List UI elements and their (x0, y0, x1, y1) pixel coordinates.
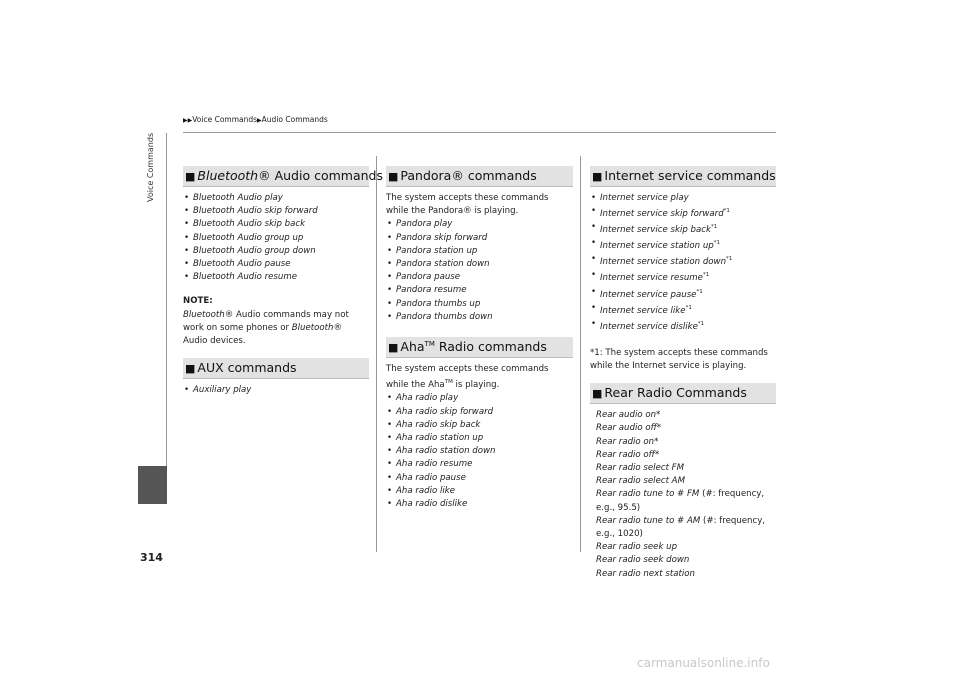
list-item: • Aha radio station down (386, 445, 573, 458)
list-item: • Pandora thumbs down (386, 311, 573, 324)
bluetooth-command-list (183, 192, 369, 284)
breadcrumb-arrow-icon: ▶▶ (183, 117, 193, 124)
section-heading-pandora: ■ Pandora® commands (386, 166, 573, 187)
page-number: 314 (140, 551, 163, 564)
list-item: • Internet service station $up^{*1}$ (590, 237, 776, 253)
square-bullet-icon: ■ (185, 362, 196, 376)
list-item: • Aha radio pause (386, 472, 573, 485)
pandora-command-list (386, 218, 573, 324)
section-heading-rear-radio: ■ Rear Radio Commands (590, 383, 776, 404)
list-item: • Pandora thumbs up (386, 298, 573, 311)
list-item: • Internet service like$^{*1}$ (590, 302, 776, 318)
list-item: • Internet service pause$^{*1}$ (590, 286, 776, 302)
list-item: • Aha radio skip back (386, 419, 573, 432)
list-item: • Bluetooth Audio play (183, 192, 369, 205)
list-item: • Auxiliary play (183, 384, 369, 397)
note-text: Bluetooth® Audio commands may not work on some phones or Bluetooth® Audio devices. (183, 309, 349, 347)
list-item: • Aha radio dislike (386, 498, 573, 511)
list-item: Rear audio on* (596, 410, 661, 421)
aux-command-list (183, 384, 369, 397)
list-item: Rear radio off* (596, 449, 660, 460)
section-heading-aha: ■ Aha™ Radio commands (386, 337, 573, 358)
list-item: Rear radio next station (596, 568, 695, 579)
square-bullet-icon: ■ (388, 341, 399, 355)
list-item: Rear radio tune to # FM (#: frequency, e.g., 95.5) (596, 489, 765, 513)
breadcrumb-arrow-icon: ▶ (257, 117, 262, 124)
list-item: • Bluetooth Audio pause (183, 258, 369, 271)
list-item: Rear radio seek up (596, 542, 678, 553)
list-item: • Aha radio skip forward (386, 406, 573, 419)
list-item: • Bluetooth Audio group down (183, 245, 369, 258)
breadcrumb-level1: Voice Commands (192, 115, 258, 124)
list-item: • Internet service skip back$^{*1}$ (590, 221, 776, 237)
square-bullet-icon: ■ (185, 170, 196, 183)
list-item: • Pandora skip forward (386, 232, 573, 245)
list-item: • Aha radio play (386, 392, 573, 405)
list-item: • Bluetooth Audio skip back (183, 218, 369, 231)
square-bullet-icon: ■ (592, 387, 603, 401)
rear-radio-command-list (590, 409, 776, 581)
side-section-label: Voice Commands (146, 133, 155, 203)
square-bullet-icon: ■ (388, 170, 399, 183)
column-left (183, 166, 383, 397)
list-item: • Internet service dislike$^{*1}$ (590, 318, 776, 334)
list-item: Rear radio select AM (596, 476, 685, 487)
list-item: • Aha radio station up (386, 432, 573, 445)
list-item: • Aha radio resume (386, 458, 573, 471)
list-item: • Internet service play (590, 192, 776, 205)
list-item: Rear audio off* (596, 423, 662, 434)
list-item: • Bluetooth Audio resume (183, 271, 369, 284)
side-tab-marker (138, 466, 167, 504)
list-item: • Pandora station down (386, 258, 573, 271)
list-item: • Bluetooth Audio group up (183, 232, 369, 245)
list-item: • Pandora pause (386, 271, 573, 284)
list-item: Rear radio tune to # AM (#: frequency, e.g., 1020) (596, 515, 766, 539)
note-title: NOTE: (183, 296, 213, 307)
header-rule (183, 132, 776, 133)
column-right (590, 166, 776, 581)
section-heading-aux: ■ AUX commands (183, 358, 369, 379)
list-item: • Internet service resume$^{*1}$ (590, 269, 776, 285)
aha-command-list (386, 392, 573, 511)
list-item: Rear radio on* (596, 436, 659, 447)
internet-command-list (590, 192, 776, 334)
list-item: • Aha radio like (386, 485, 573, 498)
square-bullet-icon: ■ (592, 170, 603, 183)
list-item: • Pandora station up (386, 245, 573, 258)
column-divider (580, 156, 581, 552)
list-item: • Internet service station down$^{*1}$ (590, 253, 776, 269)
internet-footnote: *1: The system accepts these commands while the Internet service is playing. (590, 347, 768, 371)
watermark-text: carmanualsonline.info (637, 656, 770, 670)
section-heading-bluetooth: ■ Bluetooth® Audio commands (183, 166, 369, 187)
list-item: • Pandora play (386, 218, 573, 231)
aha-intro: The system accepts these commands while the Aha™ is playing. (386, 364, 549, 391)
breadcrumb-level2: Audio Commands (261, 115, 328, 124)
side-tab-line (166, 133, 167, 504)
pandora-intro: The system accepts these commands while the Pandora® is playing. (386, 193, 549, 217)
list-item: Rear radio seek down (596, 555, 690, 566)
column-divider (376, 156, 377, 552)
breadcrumb (183, 115, 328, 124)
list-item: • Internet service skip forward$^{*1}$ (590, 205, 776, 221)
section-heading-internet: ■ Internet service commands (590, 166, 776, 187)
column-middle (386, 166, 573, 511)
list-item: • Bluetooth Audio skip forward (183, 205, 369, 218)
list-item: Rear radio select FM (596, 462, 685, 473)
list-item: • Pandora resume (386, 284, 573, 297)
